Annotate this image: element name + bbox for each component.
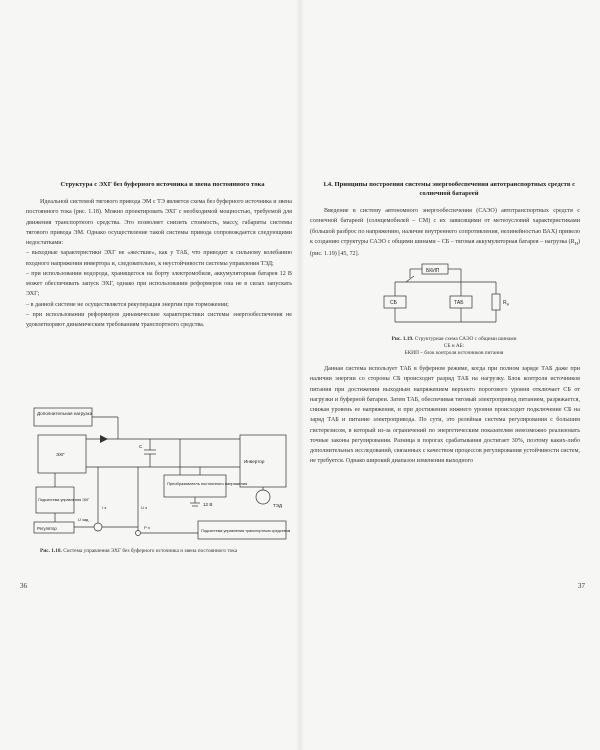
figure-1-18-caption-text: Система управления ЭХГ без буферного источника и звена постоянного тока	[63, 548, 238, 554]
tab-label: ТАБ	[454, 300, 464, 306]
vehicle-control-label: Подсистема управления транспортным средством	[201, 529, 291, 533]
figure-1-18-caption-number: Рис. 1.18.	[40, 548, 62, 554]
converter-box	[164, 475, 226, 497]
figure-1-19-caption-number: Рис. 1.19.	[391, 336, 414, 342]
left-page	[0, 0, 298, 750]
bkip-label: БКИП	[426, 268, 440, 274]
left-paragraph-3: – при использовании водорода, хранящегося на борту электромобиля, аккумуляторная батарея 12 В может обеспечивать запуск ЭХГ, однако при использовании реформеров она не в силах запускать ЭХГ;	[26, 270, 292, 298]
regulator-label: Регулятор	[37, 526, 57, 531]
right-page-number: 37	[578, 582, 585, 590]
ehg-label: ЭХГ	[56, 452, 65, 457]
converter-label: Преобразователь постоянного напряжения	[167, 481, 248, 486]
left-page-number: 36	[20, 582, 27, 590]
u-ref-label: U зад	[78, 517, 89, 522]
right-intro-paragraph: Введение в систему автономного энергообеспечения (САЭО) автотранспортных средств с солнечной батареей (солнцемобилей – СМ) с их зависящими от метеоусловий характеристиками (большой разброс по напряжению, наличие внутреннего сопротивления, нелинейностью ВАХ) привело к созданию структуры САЭО с общими шинами – СБ – тяговая аккумуляторная батарея – нагрузка $(R_Н)$ (рис. 1.19) [45, 72].	[310, 208, 581, 258]
right-section-heading: 1.4. Принципы построения системы энергообеспечения автотранспортных средств с солнечной батареей	[322, 181, 576, 197]
left-body-text	[26, 197, 292, 330]
rn-resistor	[492, 294, 500, 310]
right-body-paragraph: Данная система использует ТАБ в буферном режиме, когда при полном заряде ТАБ даже при наличии энергии со стороны СБ происходит разряд ТАБ на нагрузку. Блок контроля источников питания при достижении выходным напряжением верхнего порогового уровня отключает СБ от нагрузки и буферной батареи. Затем ТАБ, обеспечивая тяговый электропривод питанием, разряжается, снижая уровень ее напряжения, и при достижении нижнего уровня происходит подключение СБ на заряд ТАБ и питание электропривода. По сути, это релейная система регулирования с большим гистерезисом, в который из-за ограничений по энергетическим показателям невозможно реализовать точные законы регулирования. Разница в порогах срабатывания достигает 30%, поэтому каких-либо дополнительных исследований, связанных с качеством процессов регулирования устойчивости систем, не требуется. Однако широкий диапазон изменения выходного	[310, 366, 580, 465]
left-paragraph-4: – в данной системе не осуществляется рекуперация энергии при торможении;	[26, 301, 229, 308]
figure-1-18-diagram	[30, 405, 292, 545]
u-e-label: U э	[141, 505, 148, 510]
diode-icon	[100, 435, 108, 443]
ehg-control-label: Подсистема управления ЭХГ	[38, 498, 90, 502]
figure-1-19-caption-line-2: СБ и АБ:	[443, 343, 465, 349]
figure-1-19-caption-line-1: Структурная схема САЭО с общими шинами	[414, 336, 517, 342]
left-paragraph-5: – при использовании реформеров динамические характеристики системы энергообеспечения не удовлетворяют динамическим требованиям транспортного средства.	[26, 311, 292, 328]
left-section-heading: Структура с ЭХГ без буферного источника и звена постоянного тока	[60, 181, 265, 188]
left-paragraph-1: Идеальной системой тягового привода ЭМ с ТЭ является схема без буферного источника и звена постоянного тока (рис. 1.18). Можно проектировать ЭХГ с необходимой мощностью, требуемой для движения транспортного средства. Это позволяет снизить стоимость, массу, габариты системы тягового привода ЭМ. Однако осуществление такой системы привода сопровождается следующими недостатками:	[26, 199, 292, 246]
right-page	[302, 0, 600, 750]
extra-load-label: Дополнительная нагрузка	[37, 411, 93, 416]
inverter-label: Инвертор	[244, 459, 265, 464]
battery-12v-label: 12 В	[203, 502, 213, 507]
p-e-label: P э	[144, 525, 150, 530]
rn-label: $R_Н$	[503, 300, 510, 307]
sb-label: СБ	[390, 300, 397, 306]
i-e-label: I э	[102, 505, 107, 510]
figure-1-18-caption	[40, 548, 290, 555]
motor-label: ТЭД	[273, 503, 283, 508]
figure-1-19-caption-line-3: БКИП – блок контроля источников питания	[404, 350, 504, 356]
left-paragraph-2: – выходные характеристики ЭХГ не «жесткие», как у ТАБ, что приводит к сильному колебанию входного напряжения инвертора и, следовательно, к неустойчивости системы управления ТЭД;	[26, 250, 292, 267]
figure-1-19-caption	[354, 336, 554, 357]
capacitor-label: С	[139, 444, 143, 449]
right-body-text	[310, 364, 580, 467]
right-intro-text	[310, 206, 580, 259]
